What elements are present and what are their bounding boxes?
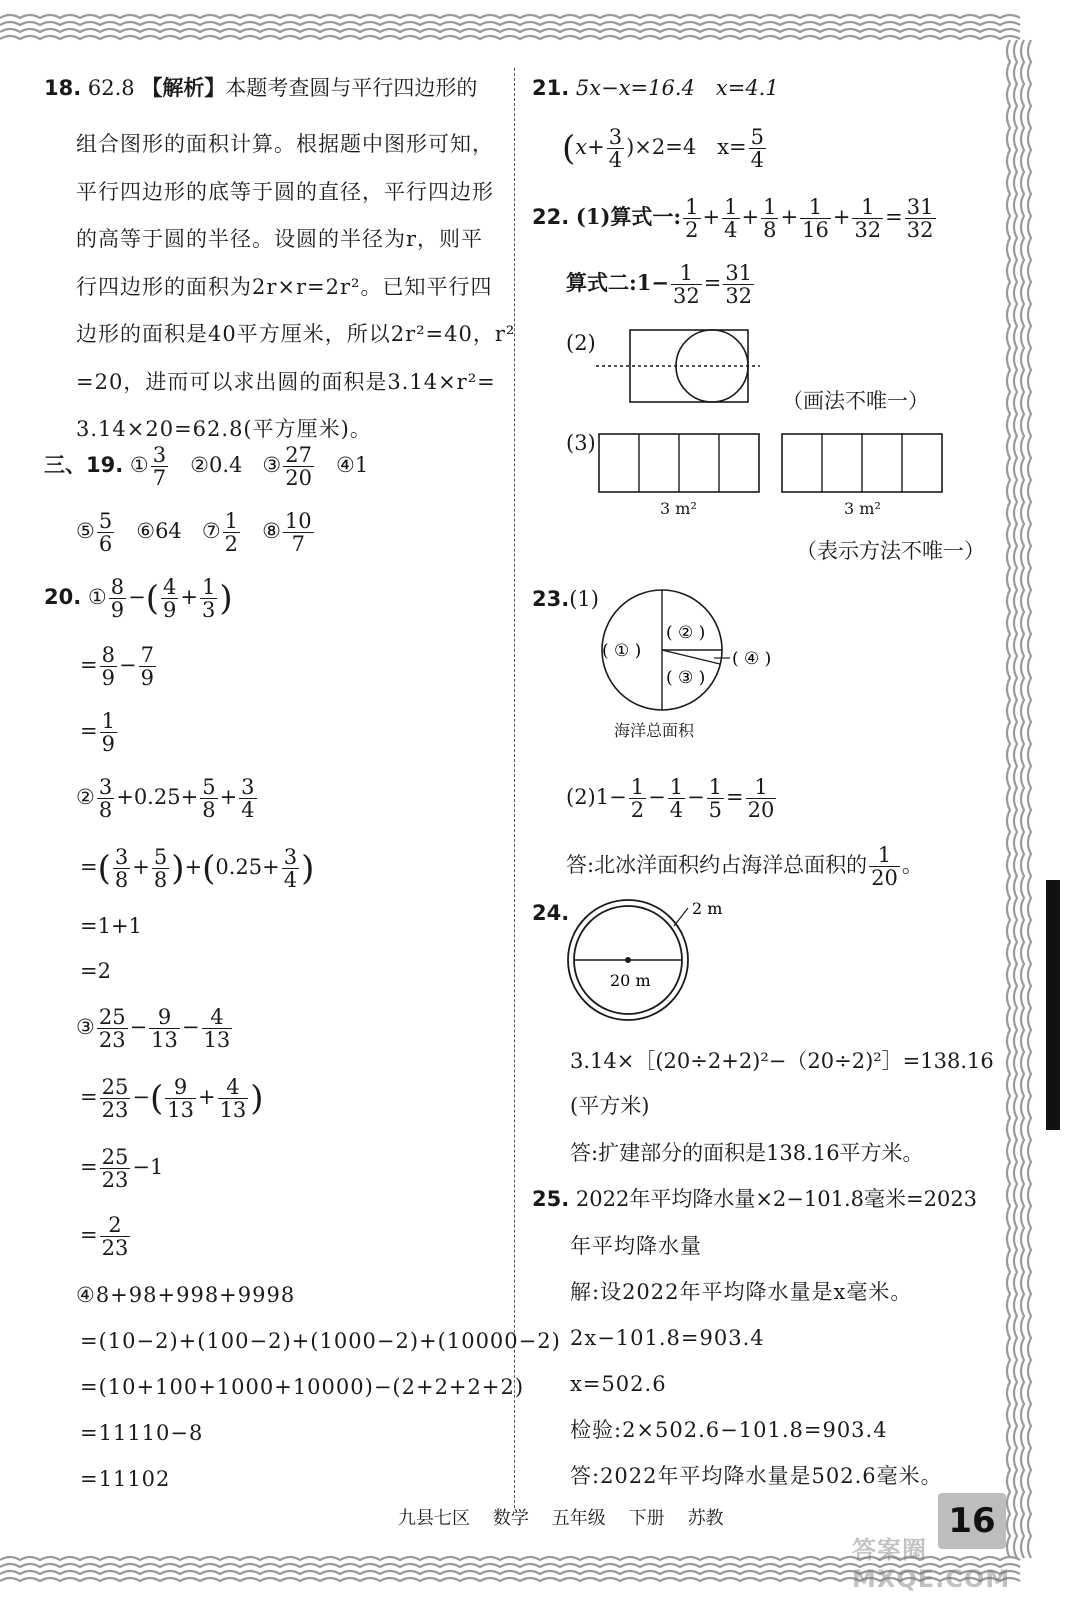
item-label: ⑤ [76, 519, 95, 543]
numerator: 9 [149, 1006, 180, 1029]
fraction [800, 196, 831, 241]
answer-end: 。 [901, 853, 923, 877]
q25-body [570, 1223, 943, 1499]
fraction [97, 776, 114, 821]
fraction [202, 1006, 233, 1051]
numerator: 3 [283, 845, 298, 869]
width-label: 2 m [692, 899, 723, 918]
footer-item: 下册 [628, 1508, 665, 1529]
watermark: 答案圈 MXQE.COM [852, 1536, 1011, 1593]
denominator: 2 [630, 798, 645, 822]
fraction [683, 196, 700, 241]
item-label: ⑥ [136, 519, 156, 543]
numerator: 1 [724, 195, 738, 219]
fraction [100, 1076, 131, 1121]
item-label: ③ [76, 1015, 95, 1039]
q23-header [532, 584, 599, 614]
q23-p2: (2)1− $\frac{1}{2}$ − $\frac{1}{4}$ − $\frac{1}{5}$ = $\frac{1}{20}$ [566, 775, 775, 822]
denominator: 7 [291, 532, 305, 556]
numerator: 1 [669, 775, 684, 799]
denominator: 2 [224, 532, 239, 556]
border-wave [1014, 40, 1017, 1558]
border-wave [0, 29, 1020, 32]
q20-p4-line: =11102 [80, 1467, 171, 1491]
area-bars-figure [598, 432, 968, 494]
denominator: 32 [906, 218, 934, 242]
numerator: 8 [101, 643, 115, 667]
ocean-circle-figure [594, 588, 804, 716]
item-value: 64 [155, 519, 182, 543]
numerator: 3 [98, 775, 113, 799]
fifth-divider [662, 650, 720, 664]
denominator: 9 [162, 598, 177, 622]
fraction [97, 1006, 128, 1051]
numerator: 1 [224, 509, 239, 533]
numerator: 4 [218, 1076, 249, 1099]
denominator: 32 [854, 218, 882, 242]
numerator: 10 [284, 509, 312, 533]
q25-line1 [532, 1184, 977, 1214]
q20-p4-line: =(10−2)+(100−2)+(1000−2)+(10000−2) [80, 1329, 561, 1353]
denominator: 6 [98, 532, 113, 556]
denominator: 4 [241, 798, 255, 822]
q20-p1-step: = $\frac{8}{9}$ − $\frac{7}{9}$ [80, 643, 154, 690]
fraction [869, 844, 900, 889]
denominator: 9 [140, 666, 154, 690]
q22-p1b: 算式二:1− $\frac{1}{32}$ = $\frac{31}{32}$ [566, 261, 753, 308]
q21-line2: (x+ $\frac{3}{4}$ )×2=4 x= $\frac{5}{4}$ [562, 125, 765, 172]
q18-line: 组合图形的面积计算。根据题中图形可知， [76, 132, 494, 156]
q18-line: 平行四边形的底等于圆的直径，平行四边形 [76, 179, 494, 204]
fraction [707, 776, 724, 821]
denominator: 9 [101, 666, 115, 690]
fraction [152, 846, 169, 891]
item-label: ④ [335, 453, 355, 477]
diameter-label: 20 m [610, 971, 651, 990]
border-wave [0, 36, 1020, 39]
q25-line: 检验:2×502.6−101.8=903.4 [570, 1418, 888, 1442]
footer-info [398, 1504, 724, 1534]
numerator: 1 [763, 195, 777, 219]
question-number: 20. [44, 585, 82, 609]
numerator: 25 [101, 1075, 129, 1099]
denominator: 23 [101, 1168, 129, 1192]
denominator: 2 [685, 218, 699, 242]
footer-item: 数学 [492, 1508, 529, 1529]
fraction [151, 444, 168, 489]
question-number: 23. [532, 587, 570, 611]
numerator: 5 [202, 775, 216, 799]
denominator: 3 [201, 598, 216, 622]
q20-p4 [76, 1272, 561, 1502]
denominator: 23 [101, 1098, 129, 1122]
numerator: 1 [746, 776, 777, 799]
q25-line: 解:设2022年平均降水量是x毫米。 [570, 1280, 913, 1304]
fraction [671, 262, 702, 307]
denominator: 9 [110, 598, 125, 622]
denominator: 9 [101, 732, 115, 756]
denominator: 4 [608, 148, 623, 172]
denominator: 4 [669, 798, 684, 822]
q20-p2-expr: ② $\frac{3}{8}$ +0.25+ $\frac{5}{8}$ + $\frac{3}{4}$ [76, 775, 255, 822]
part-label: (3) [566, 431, 596, 455]
denominator: 32 [672, 284, 700, 308]
fraction [218, 1076, 249, 1121]
q24-formula: 3.14×［(20÷2+2)²−（20÷2)²］=138.16 [570, 1049, 994, 1073]
fraction [746, 776, 777, 821]
center-dot [625, 957, 631, 963]
region-3-label: ( ③ ) [666, 668, 706, 688]
q20-p3-step: = $\frac{25}{23}$ −( $\frac{9}{13}$ + $\frac{4}{13}$ ) [80, 1075, 264, 1122]
fraction [139, 644, 156, 689]
q25-line: 年平均降水量 [570, 1234, 702, 1258]
numerator: 1 [101, 709, 115, 733]
numerator: 1 [869, 844, 900, 867]
numerator: 4 [162, 575, 177, 599]
numerator: 1 [800, 196, 831, 219]
fraction [149, 1006, 180, 1051]
part-label: (2)1− [566, 785, 627, 809]
denominator: 13 [203, 1028, 231, 1052]
denominator: 23 [98, 1028, 126, 1052]
denominator: 23 [101, 1236, 129, 1260]
rectangle-circle-figure [592, 326, 762, 406]
q25-line: x=502.6 [570, 1372, 667, 1396]
fraction [282, 846, 299, 891]
numerator: 9 [165, 1076, 196, 1099]
question-number: 24. [532, 901, 570, 925]
fraction [223, 510, 240, 555]
border-wave [0, 15, 1020, 18]
numerator: 25 [98, 1005, 126, 1029]
q18-line: =20，进而可以求出圆的面积是3.14×r²= [76, 369, 496, 394]
q20-p3-expr: ③ $\frac{25}{23}$ − $\frac{9}{13}$ − $\frac{4}{13}$ [76, 1005, 231, 1052]
analysis-tag: 【解析】 [141, 76, 226, 100]
q18-line: 3.14×20=62.8(平方厘米)。 [76, 417, 372, 441]
fraction [113, 846, 130, 891]
q18-explanation [76, 121, 515, 454]
answer-text: 答:北冰洋面积约占海洋总面积的 [566, 853, 868, 877]
q18-answer: 62.8 [87, 76, 135, 100]
q20-p2-result: =2 [80, 959, 111, 983]
page-number: 16 [938, 1493, 1006, 1549]
fraction [852, 196, 883, 241]
numerator: 1 [852, 196, 883, 219]
ring-figure [564, 896, 764, 1026]
q24-unit: (平方米) [570, 1094, 650, 1118]
numerator: 5 [153, 845, 168, 869]
question-number: 25. [532, 1187, 570, 1211]
fraction [239, 776, 256, 821]
denominator: 20 [285, 466, 312, 490]
figure-caption: 海洋总面积 [614, 721, 695, 740]
numerator: 31 [906, 195, 934, 219]
question-number: 18. [44, 76, 82, 100]
fraction [761, 196, 778, 241]
q20-p1-expr: 20. ① $\frac{8}{9}$ −( $\frac{4}{9}$ + $\frac{1}{3}$ ) [44, 575, 233, 622]
part-label: (2) [566, 331, 596, 355]
q20-p2-step: =( $\frac{3}{8}$ + $\frac{5}{8}$ )+(0.25+ $\frac{3}{4}$ ) [80, 845, 315, 892]
border-wave [0, 22, 1020, 25]
numerator: 8 [110, 575, 125, 599]
item-label: ① [87, 585, 107, 609]
note: （表示方法不唯一） [796, 539, 985, 563]
q20-p3-result: = $\frac{2}{23}$ [80, 1213, 129, 1260]
question-number: 22. [532, 205, 570, 229]
numerator: 1 [630, 775, 645, 799]
region-2-label: ( ② ) [666, 623, 706, 643]
denominator: 20 [747, 798, 775, 822]
numerator: 27 [285, 443, 312, 467]
denominator: 16 [802, 218, 829, 242]
q25-line: 2022年平均降水量×2−101.8毫米=2023 [575, 1187, 978, 1211]
border-wave [1007, 40, 1010, 1558]
question-number: 19. [86, 453, 124, 477]
area-label: 3 m² [844, 499, 881, 518]
q21-equation-rest: )×2=4 x= [626, 135, 747, 159]
part-label: 算式二:1− [566, 270, 669, 295]
denominator: 13 [167, 1098, 194, 1122]
q25-line: 2x−101.8=903.4 [570, 1326, 765, 1350]
q19-row2 [76, 506, 316, 556]
denominator: 4 [750, 148, 765, 172]
q18-header [44, 73, 477, 103]
q25-line: 答:2022年平均降水量是502.6毫米。 [570, 1464, 943, 1488]
numerator: 1 [201, 575, 216, 599]
fraction [668, 776, 685, 821]
item-value: 0.4 [208, 453, 243, 477]
denominator: 8 [153, 868, 168, 892]
denominator: 8 [98, 798, 113, 822]
leader-line [674, 908, 688, 926]
q20-p2-step: =1+1 [80, 914, 142, 938]
denominator: 7 [152, 466, 167, 490]
fraction [722, 196, 739, 241]
decimal-value: 0.25 [215, 855, 263, 879]
item-value: 1 [354, 453, 369, 477]
fraction [749, 126, 766, 171]
fraction [723, 262, 754, 307]
q20-p4-line: =11110−8 [80, 1421, 204, 1445]
q20-p4-line: ④8+98+998+9998 [76, 1283, 296, 1307]
fraction [97, 510, 114, 555]
denominator: 8 [202, 798, 216, 822]
item-label: ② [76, 785, 95, 809]
footer-item: 苏教 [687, 1508, 724, 1529]
denominator: 13 [151, 1028, 178, 1052]
numerator: 1 [708, 775, 723, 799]
item-label: ⑦ [201, 519, 221, 543]
minus-one: −1 [132, 1155, 164, 1179]
fraction [629, 776, 646, 821]
footer-item: 五年级 [551, 1508, 606, 1529]
denominator: 32 [725, 284, 753, 308]
item-label: ③ [262, 453, 282, 477]
edge-tab [1046, 880, 1060, 1130]
fraction [109, 576, 126, 621]
part-label: (1)算式一: [575, 204, 682, 229]
q20-p4-line: =(10+100+1000+10000)−(2+2+2+2) [80, 1375, 525, 1399]
item-label: ① [129, 453, 149, 477]
decimal-value: 0.25 [133, 785, 181, 809]
footer-item: 九县七区 [398, 1508, 470, 1529]
q20-p1-result: = $\frac{1}{9}$ [80, 709, 115, 756]
numerator: 3 [241, 775, 255, 799]
question-number: 21. [532, 76, 570, 100]
q19-row1 [44, 440, 368, 490]
denominator: 8 [763, 218, 777, 242]
item-label: ⑧ [262, 519, 281, 543]
area-label: 3 m² [660, 499, 697, 518]
denominator: 20 [871, 866, 898, 890]
section-label: 三、 [44, 453, 86, 477]
denominator: 13 [219, 1098, 247, 1122]
fraction [283, 510, 314, 555]
denominator: 5 [708, 798, 723, 822]
q21-equation: 5x−x=16.4 x=4.1 [575, 76, 779, 100]
numerator: 1 [685, 195, 699, 219]
item-label: ② [190, 453, 209, 477]
fraction [161, 576, 178, 621]
denominator: 4 [724, 218, 738, 242]
fraction [283, 444, 314, 489]
q24-answer: 答:扩建部分的面积是138.16平方米。 [570, 1141, 924, 1165]
q18-line: 本题考查圆与平行四边形的 [225, 76, 478, 100]
fraction [200, 576, 217, 621]
border-wave [1028, 40, 1031, 1558]
numerator: 25 [101, 1145, 129, 1169]
numerator: 4 [202, 1006, 233, 1029]
fraction [200, 776, 217, 821]
q21-line1 [532, 73, 779, 103]
numerator: 31 [725, 261, 753, 285]
border-wave [1021, 40, 1024, 1558]
numerator: 3 [152, 443, 167, 467]
q23-answer [566, 840, 923, 890]
numerator: 2 [100, 1214, 131, 1237]
note: （画法不唯一） [782, 389, 929, 413]
numerator: 5 [750, 125, 765, 149]
region-4-label: ( ④ ) [732, 649, 772, 669]
q22-p1: 22. (1)算式一: $\frac{1}{2}$ + $\frac{1}{4}$ + $\frac{1}{8}$ + $\frac{1}{16}$ + $\frac{1}{32}$ = $\frac{31}{32}$ [532, 195, 934, 242]
fraction [100, 1146, 131, 1191]
numerator: 3 [114, 845, 129, 869]
fraction [100, 644, 117, 689]
q20-p3-step2: = $\frac{25}{23}$ −1 [80, 1145, 164, 1192]
denominator: 8 [114, 868, 129, 892]
fraction [165, 1076, 196, 1121]
denominator: 4 [283, 868, 298, 892]
fraction [100, 1214, 131, 1259]
fraction [905, 196, 936, 241]
region-1-label: ( ① ) [602, 641, 642, 661]
part-label: (1) [569, 587, 599, 611]
numerator: 3 [608, 125, 623, 149]
q18-line: 行四边形的面积为2r×r=2r²。已知平行四 [76, 274, 493, 299]
numerator: 1 [671, 262, 702, 285]
numerator: 5 [98, 509, 113, 533]
fraction [100, 710, 117, 755]
fraction [607, 126, 624, 171]
q18-line: 边形的面积是40平方厘米，所以2r²=40，r² [76, 322, 516, 346]
numerator: 7 [140, 643, 154, 667]
q18-line: 的高等于圆的半径。设圆的半径为r，则平 [76, 227, 484, 251]
